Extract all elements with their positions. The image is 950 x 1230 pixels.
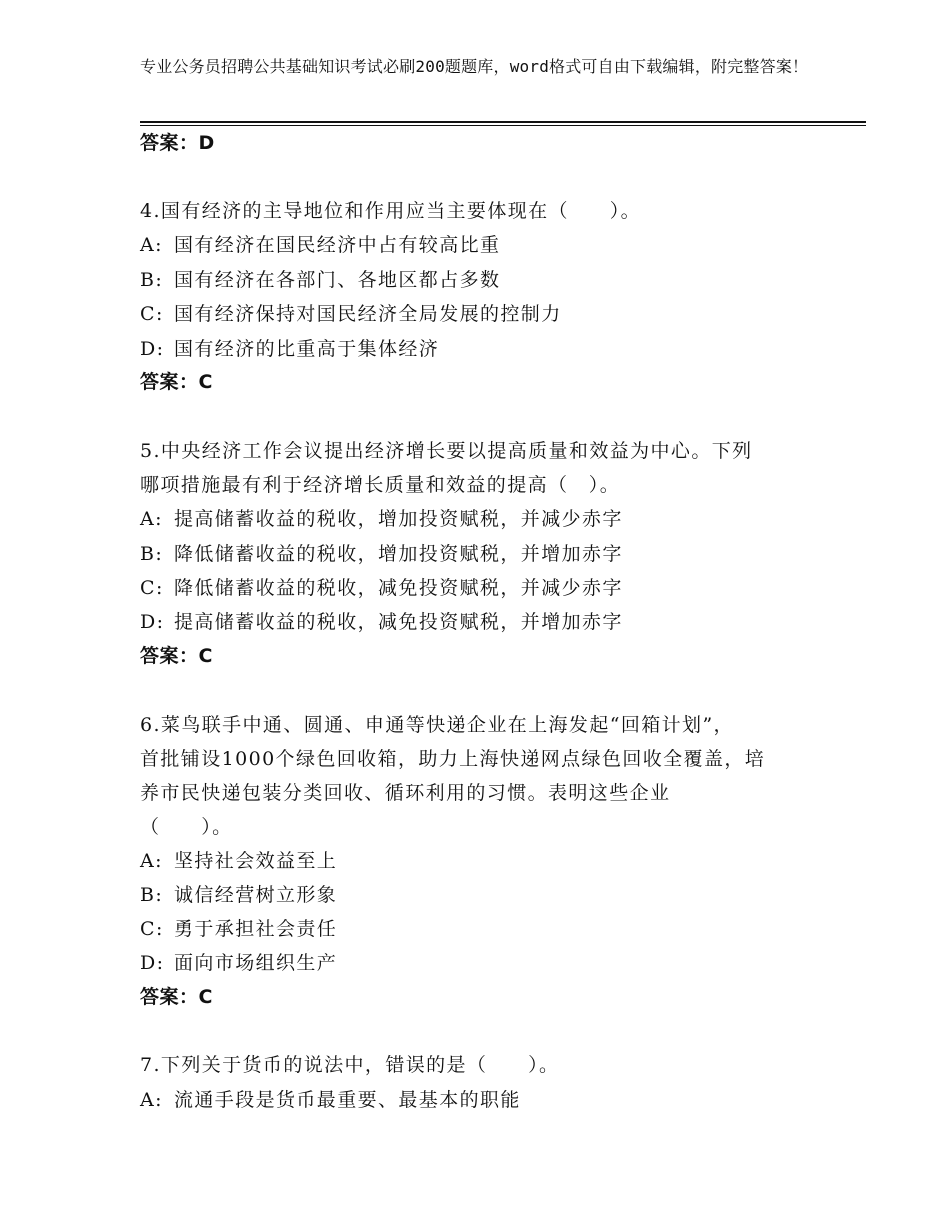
option-label: A: [140, 1089, 163, 1111]
question-4-answer: 答案：C [140, 371, 213, 393]
question-6-option-c [140, 916, 830, 942]
option-label: A: [140, 508, 163, 530]
question-4-option-c [140, 301, 830, 327]
option-text: 国有经济的比重高于集体经济 [174, 338, 440, 360]
option-text: 勇于承担社会责任 [174, 918, 338, 940]
question-5-answer: 答案：C [140, 645, 213, 667]
question-6-stem-line-2: 首批铺设1000个绿色回收箱，助力上海快递网点绿色回收全覆盖，培 [140, 748, 766, 770]
question-5-stem-line-2: 哪项措施最有利于经济增长质量和效益的提高（ ）。 [140, 474, 621, 496]
question-7-stem: 7.下列关于货币的说法中，错误的是（ ）。 [140, 1054, 560, 1076]
option-label: D: [140, 611, 165, 633]
option-label: A: [140, 850, 163, 872]
question-6-stem-line-4: （ ）。 [140, 816, 233, 838]
option-label: D: [140, 338, 165, 360]
option-text: 坚持社会效益至上 [174, 850, 338, 872]
question-7-option-a [140, 1087, 830, 1113]
option-text: 诚信经营树立形象 [174, 884, 338, 906]
option-text: 降低储蓄收益的税收，增加投资赋税，并增加赤字 [174, 543, 623, 565]
question-4-option-b [140, 267, 830, 293]
option-label: C: [140, 918, 164, 940]
question-5-option-b [140, 541, 830, 567]
option-text: 提高储蓄收益的税收，减免投资赋税，并增加赤字 [174, 611, 623, 633]
option-text: 国有经济保持对国民经济全局发展的控制力 [174, 303, 562, 325]
option-label: B: [140, 543, 164, 565]
option-text: 国有经济在国民经济中占有较高比重 [174, 234, 501, 256]
option-text: 流通手段是货币最重要、最基本的职能 [174, 1089, 521, 1111]
option-label: C: [140, 303, 164, 325]
option-text: 降低储蓄收益的税收，减免投资赋税，并减少赤字 [174, 577, 623, 599]
question-6-stem-line-1: 6.菜鸟联手中通、圆通、申通等快递企业在上海发起“回箱计划”， [140, 714, 734, 736]
header-divider-thin [140, 125, 866, 126]
question-6-option-a [140, 848, 830, 874]
option-label: C: [140, 577, 164, 599]
question-4-stem: 4.国有经济的主导地位和作用应当主要体现在（ ）。 [140, 200, 642, 222]
option-label: B: [140, 884, 164, 906]
option-text: 面向市场组织生产 [174, 952, 338, 974]
question-5-option-a [140, 506, 830, 532]
question-6-answer: 答案：C [140, 986, 213, 1008]
document-header: 专业公务员招聘公共基础知识考试必刷200题题库，word格式可自由下载编辑，附完整答案！ [140, 57, 809, 76]
option-label: B: [140, 269, 164, 291]
question-4-option-d [140, 336, 830, 362]
option-label: D: [140, 952, 165, 974]
option-text: 国有经济在各部门、各地区都占多数 [174, 269, 501, 291]
question-6-option-b [140, 882, 830, 908]
option-label: A: [140, 234, 163, 256]
previous-answer: 答案：D [140, 132, 215, 154]
question-4-option-a [140, 232, 830, 258]
question-5-option-d [140, 609, 830, 635]
question-5-option-c [140, 575, 830, 601]
question-6-stem-line-3: 养市民快递包装分类回收、循环利用的习惯。表明这些企业 [140, 782, 671, 804]
question-6-option-d [140, 950, 830, 976]
question-5-stem-line-1: 5.中央经济工作会议提出经济增长要以提高质量和效益为中心。下列 [140, 440, 753, 462]
option-text: 提高储蓄收益的税收，增加投资赋税，并减少赤字 [174, 508, 623, 530]
header-divider-thick [140, 121, 866, 123]
